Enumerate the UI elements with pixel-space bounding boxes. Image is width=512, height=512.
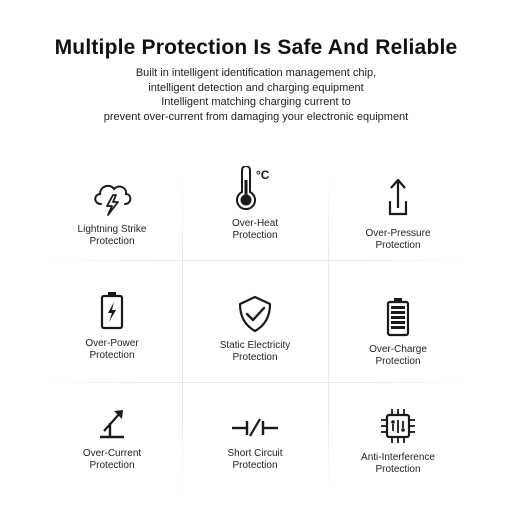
feature-label: Protection [89,460,135,471]
description-line: Built in intelligent identification management chip, [135,67,377,79]
page-title: Multiple Protection Is Safe And Reliable [54,36,458,59]
pressure-arrow-icon [378,176,418,222]
battery-bolt-icon [95,290,129,332]
grid-divider [52,260,460,261]
grid-divider [52,382,460,383]
current-arrow-icon [92,406,132,442]
feature-label: Protection [89,350,135,361]
feature-label: Protection [375,356,421,367]
description-line: prevent over-current from damaging your electronic equipment [103,110,409,123]
feature-short-circuit [185,414,325,472]
feature-label: Protection [375,240,421,251]
feature-label: Protection [232,352,278,363]
feature-over-pressure [328,176,468,252]
grid-divider [182,180,183,490]
feature-label: Short Circuit [227,448,283,459]
feature-anti-interference [328,406,468,476]
feature-label: Over-Pressure [365,228,431,239]
description-line: Intelligent matching charging current to [161,96,351,108]
feature-lightning-strike [42,178,182,248]
feature-label: Static Electricity [219,340,291,351]
feature-label: Anti-Interference [361,452,435,463]
feature-label: Over-Charge [369,344,427,355]
feature-label: Over-Heat [231,218,279,229]
feature-over-current [42,406,182,472]
shield-check-icon [235,294,275,334]
lightning-cloud-icon [90,178,134,218]
circuit-switch-icon [229,414,281,442]
feature-label: Protection [232,230,278,241]
feature-over-heat [185,166,325,242]
feature-over-power [42,290,182,362]
feature-label: Protection [89,236,135,247]
thermometer-icon [230,166,280,212]
battery-full-icon [381,296,415,338]
feature-static-electricity [185,294,325,364]
feature-grid [42,160,470,500]
feature-label: Over-Power [85,338,139,349]
feature-label: Over-Current [82,448,142,459]
feature-over-charge [328,296,468,368]
feature-label: Lightning Strike [77,224,147,235]
feature-label: Protection [232,460,278,471]
description-line: intelligent detection and charging equipment [148,81,364,94]
celsius-unit: °C [256,168,270,182]
chip-icon [378,406,418,446]
description [0,66,512,124]
feature-label: Protection [375,464,421,475]
